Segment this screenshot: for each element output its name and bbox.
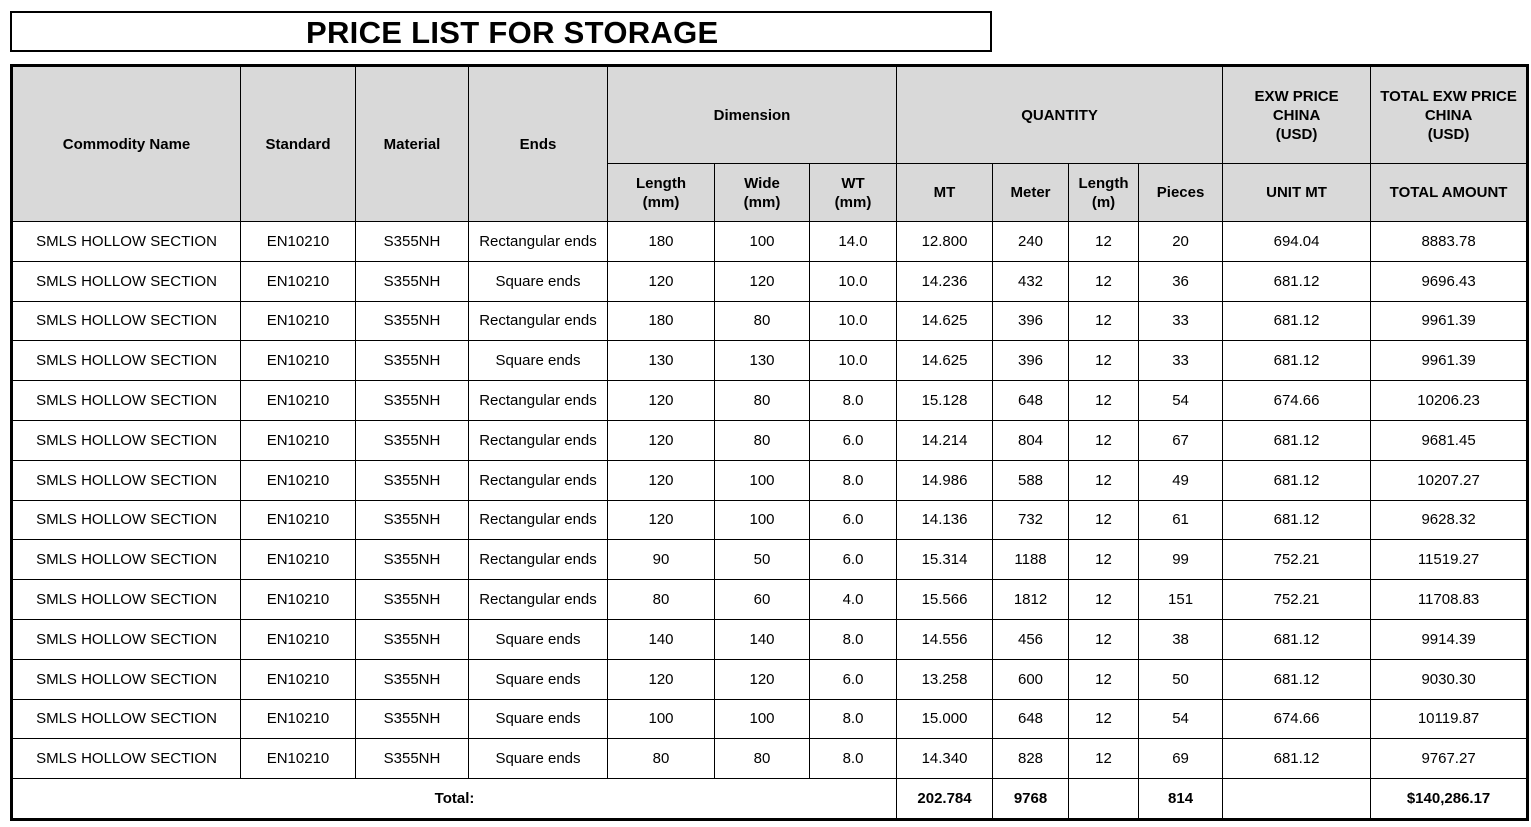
cell-standard: EN10210	[241, 580, 356, 620]
cell-wide-mm: 80	[715, 381, 810, 421]
cell-wide-mm: 120	[715, 659, 810, 699]
cell-pieces: 54	[1139, 381, 1223, 421]
cell-mt: 15.566	[897, 580, 993, 620]
cell-meter: 456	[993, 619, 1069, 659]
cell-mt: 15.128	[897, 381, 993, 421]
cell-commodity-name: SMLS HOLLOW SECTION	[12, 619, 241, 659]
cell-material: S355NH	[356, 381, 469, 421]
cell-unit-mt: 674.66	[1223, 699, 1371, 739]
cell-wt-mm: 10.0	[810, 301, 897, 341]
cell-total-amount: 9767.27	[1371, 739, 1528, 779]
cell-mt: 14.625	[897, 301, 993, 341]
cell-total-amount: 11708.83	[1371, 580, 1528, 620]
header-exw-price: EXW PRICE CHINA (USD)	[1223, 66, 1371, 164]
cell-length-mm: 180	[608, 301, 715, 341]
table-row	[12, 540, 1528, 580]
table-row	[12, 261, 1528, 301]
header-total-amount: TOTAL AMOUNT	[1371, 164, 1528, 222]
cell-unit-mt: 674.66	[1223, 381, 1371, 421]
cell-standard: EN10210	[241, 699, 356, 739]
cell-meter: 396	[993, 341, 1069, 381]
cell-wide-mm: 100	[715, 222, 810, 262]
cell-wide-mm: 140	[715, 619, 810, 659]
header-quantity: QUANTITY	[897, 66, 1223, 164]
cell-wt-mm: 6.0	[810, 659, 897, 699]
cell-ends: Square ends	[469, 699, 608, 739]
cell-length-mm: 120	[608, 420, 715, 460]
header-dimension: Dimension	[608, 66, 897, 164]
cell-length-m: 12	[1069, 739, 1139, 779]
cell-length-mm: 100	[608, 699, 715, 739]
cell-mt: 14.625	[897, 341, 993, 381]
header-wide-mm: Wide (mm)	[715, 164, 810, 222]
cell-material: S355NH	[356, 460, 469, 500]
cell-material: S355NH	[356, 659, 469, 699]
cell-total-amount: 10206.23	[1371, 381, 1528, 421]
cell-length-mm: 130	[608, 341, 715, 381]
table-row	[12, 699, 1528, 739]
cell-meter: 432	[993, 261, 1069, 301]
cell-ends: Rectangular ends	[469, 381, 608, 421]
title-box	[10, 11, 992, 52]
cell-pieces: 38	[1139, 619, 1223, 659]
cell-wide-mm: 80	[715, 301, 810, 341]
cell-ends: Square ends	[469, 619, 608, 659]
cell-wt-mm: 6.0	[810, 540, 897, 580]
table-row	[12, 580, 1528, 620]
cell-standard: EN10210	[241, 301, 356, 341]
cell-length-m: 12	[1069, 460, 1139, 500]
cell-commodity-name: SMLS HOLLOW SECTION	[12, 699, 241, 739]
cell-commodity-name: SMLS HOLLOW SECTION	[12, 381, 241, 421]
cell-meter: 588	[993, 460, 1069, 500]
cell-pieces: 151	[1139, 580, 1223, 620]
table-body	[12, 222, 1528, 779]
cell-wt-mm: 8.0	[810, 381, 897, 421]
cell-pieces: 99	[1139, 540, 1223, 580]
header-pieces: Pieces	[1139, 164, 1223, 222]
cell-material: S355NH	[356, 699, 469, 739]
header-ends: Ends	[469, 66, 608, 222]
cell-ends: Rectangular ends	[469, 500, 608, 540]
cell-pieces: 61	[1139, 500, 1223, 540]
table-row	[12, 222, 1528, 262]
cell-meter: 1188	[993, 540, 1069, 580]
cell-unit-mt: 681.12	[1223, 500, 1371, 540]
cell-pieces: 69	[1139, 739, 1223, 779]
cell-pieces: 50	[1139, 659, 1223, 699]
table-row	[12, 739, 1528, 779]
cell-standard: EN10210	[241, 739, 356, 779]
cell-length-m: 12	[1069, 699, 1139, 739]
cell-total-amount: 9681.45	[1371, 420, 1528, 460]
cell-wide-mm: 80	[715, 420, 810, 460]
cell-wide-mm: 80	[715, 739, 810, 779]
cell-standard: EN10210	[241, 420, 356, 460]
cell-total-amount: 9030.30	[1371, 659, 1528, 699]
cell-length-mm: 120	[608, 500, 715, 540]
cell-pieces: 33	[1139, 301, 1223, 341]
cell-total-amount: 8883.78	[1371, 222, 1528, 262]
cell-standard: EN10210	[241, 500, 356, 540]
cell-wt-mm: 6.0	[810, 500, 897, 540]
cell-length-m: 12	[1069, 500, 1139, 540]
cell-commodity-name: SMLS HOLLOW SECTION	[12, 341, 241, 381]
cell-commodity-name: SMLS HOLLOW SECTION	[12, 261, 241, 301]
cell-standard: EN10210	[241, 460, 356, 500]
header-meter: Meter	[993, 164, 1069, 222]
cell-material: S355NH	[356, 500, 469, 540]
cell-length-mm: 180	[608, 222, 715, 262]
cell-meter: 648	[993, 699, 1069, 739]
cell-material: S355NH	[356, 619, 469, 659]
page-title: PRICE LIST FOR STORAGE	[306, 15, 719, 50]
cell-mt: 14.214	[897, 420, 993, 460]
cell-unit-mt: 681.12	[1223, 341, 1371, 381]
header-unit-mt: UNIT MT	[1223, 164, 1371, 222]
cell-length-mm: 120	[608, 261, 715, 301]
cell-unit-mt: 681.12	[1223, 739, 1371, 779]
cell-wt-mm: 8.0	[810, 460, 897, 500]
cell-length-m: 12	[1069, 222, 1139, 262]
cell-ends: Rectangular ends	[469, 222, 608, 262]
cell-length-mm: 120	[608, 659, 715, 699]
cell-unit-mt: 681.12	[1223, 420, 1371, 460]
cell-total-amount: 9628.32	[1371, 500, 1528, 540]
cell-commodity-name: SMLS HOLLOW SECTION	[12, 500, 241, 540]
cell-commodity-name: SMLS HOLLOW SECTION	[12, 540, 241, 580]
total-mt: 202.784	[897, 779, 993, 820]
header-mt: MT	[897, 164, 993, 222]
cell-length-mm: 140	[608, 619, 715, 659]
cell-material: S355NH	[356, 222, 469, 262]
cell-ends: Rectangular ends	[469, 540, 608, 580]
cell-standard: EN10210	[241, 381, 356, 421]
cell-total-amount: 9696.43	[1371, 261, 1528, 301]
cell-wt-mm: 6.0	[810, 420, 897, 460]
cell-material: S355NH	[356, 580, 469, 620]
cell-unit-mt: 681.12	[1223, 261, 1371, 301]
table-row	[12, 619, 1528, 659]
cell-ends: Square ends	[469, 341, 608, 381]
cell-meter: 396	[993, 301, 1069, 341]
cell-material: S355NH	[356, 420, 469, 460]
cell-length-m: 12	[1069, 420, 1139, 460]
cell-standard: EN10210	[241, 261, 356, 301]
total-unit-mt	[1223, 779, 1371, 820]
cell-commodity-name: SMLS HOLLOW SECTION	[12, 460, 241, 500]
table-row	[12, 659, 1528, 699]
cell-pieces: 67	[1139, 420, 1223, 460]
header-total-exw-price: TOTAL EXW PRICE CHINA (USD)	[1371, 66, 1528, 164]
cell-length-mm: 80	[608, 580, 715, 620]
cell-length-m: 12	[1069, 580, 1139, 620]
cell-standard: EN10210	[241, 540, 356, 580]
total-amount: $140,286.17	[1371, 779, 1528, 820]
total-length-m	[1069, 779, 1139, 820]
cell-ends: Rectangular ends	[469, 301, 608, 341]
cell-commodity-name: SMLS HOLLOW SECTION	[12, 301, 241, 341]
cell-material: S355NH	[356, 540, 469, 580]
cell-length-m: 12	[1069, 659, 1139, 699]
cell-length-mm: 120	[608, 460, 715, 500]
cell-total-amount: 10207.27	[1371, 460, 1528, 500]
cell-meter: 804	[993, 420, 1069, 460]
cell-length-m: 12	[1069, 341, 1139, 381]
cell-meter: 828	[993, 739, 1069, 779]
cell-total-amount: 9961.39	[1371, 341, 1528, 381]
cell-wt-mm: 10.0	[810, 261, 897, 301]
cell-pieces: 49	[1139, 460, 1223, 500]
cell-unit-mt: 681.12	[1223, 301, 1371, 341]
cell-length-m: 12	[1069, 540, 1139, 580]
cell-unit-mt: 694.04	[1223, 222, 1371, 262]
cell-wide-mm: 130	[715, 341, 810, 381]
cell-length-m: 12	[1069, 381, 1139, 421]
cell-standard: EN10210	[241, 659, 356, 699]
cell-wt-mm: 4.0	[810, 580, 897, 620]
cell-mt: 15.000	[897, 699, 993, 739]
cell-wide-mm: 60	[715, 580, 810, 620]
cell-standard: EN10210	[241, 341, 356, 381]
cell-standard: EN10210	[241, 222, 356, 262]
cell-length-m: 12	[1069, 619, 1139, 659]
cell-standard: EN10210	[241, 619, 356, 659]
cell-pieces: 20	[1139, 222, 1223, 262]
cell-ends: Rectangular ends	[469, 420, 608, 460]
header-standard: Standard	[241, 66, 356, 222]
cell-pieces: 33	[1139, 341, 1223, 381]
cell-wide-mm: 100	[715, 699, 810, 739]
cell-unit-mt: 681.12	[1223, 460, 1371, 500]
cell-meter: 732	[993, 500, 1069, 540]
cell-unit-mt: 681.12	[1223, 619, 1371, 659]
cell-ends: Square ends	[469, 261, 608, 301]
cell-meter: 1812	[993, 580, 1069, 620]
cell-wide-mm: 100	[715, 460, 810, 500]
cell-pieces: 54	[1139, 699, 1223, 739]
cell-mt: 12.800	[897, 222, 993, 262]
price-table	[10, 64, 1529, 821]
table-row	[12, 381, 1528, 421]
cell-length-m: 12	[1069, 261, 1139, 301]
header-length-m: Length (m)	[1069, 164, 1139, 222]
cell-total-amount: 10119.87	[1371, 699, 1528, 739]
header-commodity-name: Commodity Name	[12, 66, 241, 222]
cell-length-mm: 120	[608, 381, 715, 421]
cell-unit-mt: 681.12	[1223, 659, 1371, 699]
header-wt-mm: WT (mm)	[810, 164, 897, 222]
cell-material: S355NH	[356, 261, 469, 301]
cell-wide-mm: 120	[715, 261, 810, 301]
cell-meter: 240	[993, 222, 1069, 262]
cell-wt-mm: 8.0	[810, 739, 897, 779]
table-row	[12, 341, 1528, 381]
cell-length-mm: 80	[608, 739, 715, 779]
cell-mt: 15.314	[897, 540, 993, 580]
cell-mt: 14.236	[897, 261, 993, 301]
cell-wt-mm: 10.0	[810, 341, 897, 381]
table-row	[12, 301, 1528, 341]
table-row	[12, 500, 1528, 540]
cell-ends: Square ends	[469, 739, 608, 779]
cell-commodity-name: SMLS HOLLOW SECTION	[12, 420, 241, 460]
cell-mt: 14.136	[897, 500, 993, 540]
cell-ends: Square ends	[469, 659, 608, 699]
cell-wt-mm: 8.0	[810, 619, 897, 659]
header-length-mm: Length (mm)	[608, 164, 715, 222]
total-pieces: 814	[1139, 779, 1223, 820]
table-row	[12, 420, 1528, 460]
cell-commodity-name: SMLS HOLLOW SECTION	[12, 659, 241, 699]
cell-material: S355NH	[356, 301, 469, 341]
table-row	[12, 460, 1528, 500]
cell-unit-mt: 752.21	[1223, 540, 1371, 580]
cell-total-amount: 11519.27	[1371, 540, 1528, 580]
cell-wide-mm: 50	[715, 540, 810, 580]
cell-ends: Rectangular ends	[469, 580, 608, 620]
cell-meter: 600	[993, 659, 1069, 699]
cell-meter: 648	[993, 381, 1069, 421]
cell-mt: 14.556	[897, 619, 993, 659]
cell-total-amount: 9914.39	[1371, 619, 1528, 659]
total-row	[12, 779, 1528, 820]
cell-unit-mt: 752.21	[1223, 580, 1371, 620]
cell-mt: 13.258	[897, 659, 993, 699]
cell-material: S355NH	[356, 739, 469, 779]
cell-mt: 14.986	[897, 460, 993, 500]
cell-total-amount: 9961.39	[1371, 301, 1528, 341]
cell-length-m: 12	[1069, 301, 1139, 341]
cell-commodity-name: SMLS HOLLOW SECTION	[12, 739, 241, 779]
cell-mt: 14.340	[897, 739, 993, 779]
cell-wide-mm: 100	[715, 500, 810, 540]
header-material: Material	[356, 66, 469, 222]
cell-material: S355NH	[356, 341, 469, 381]
cell-commodity-name: SMLS HOLLOW SECTION	[12, 222, 241, 262]
total-label: Total:	[12, 779, 897, 820]
cell-length-mm: 90	[608, 540, 715, 580]
cell-wt-mm: 8.0	[810, 699, 897, 739]
cell-ends: Rectangular ends	[469, 460, 608, 500]
cell-commodity-name: SMLS HOLLOW SECTION	[12, 580, 241, 620]
total-meter: 9768	[993, 779, 1069, 820]
cell-wt-mm: 14.0	[810, 222, 897, 262]
cell-pieces: 36	[1139, 261, 1223, 301]
